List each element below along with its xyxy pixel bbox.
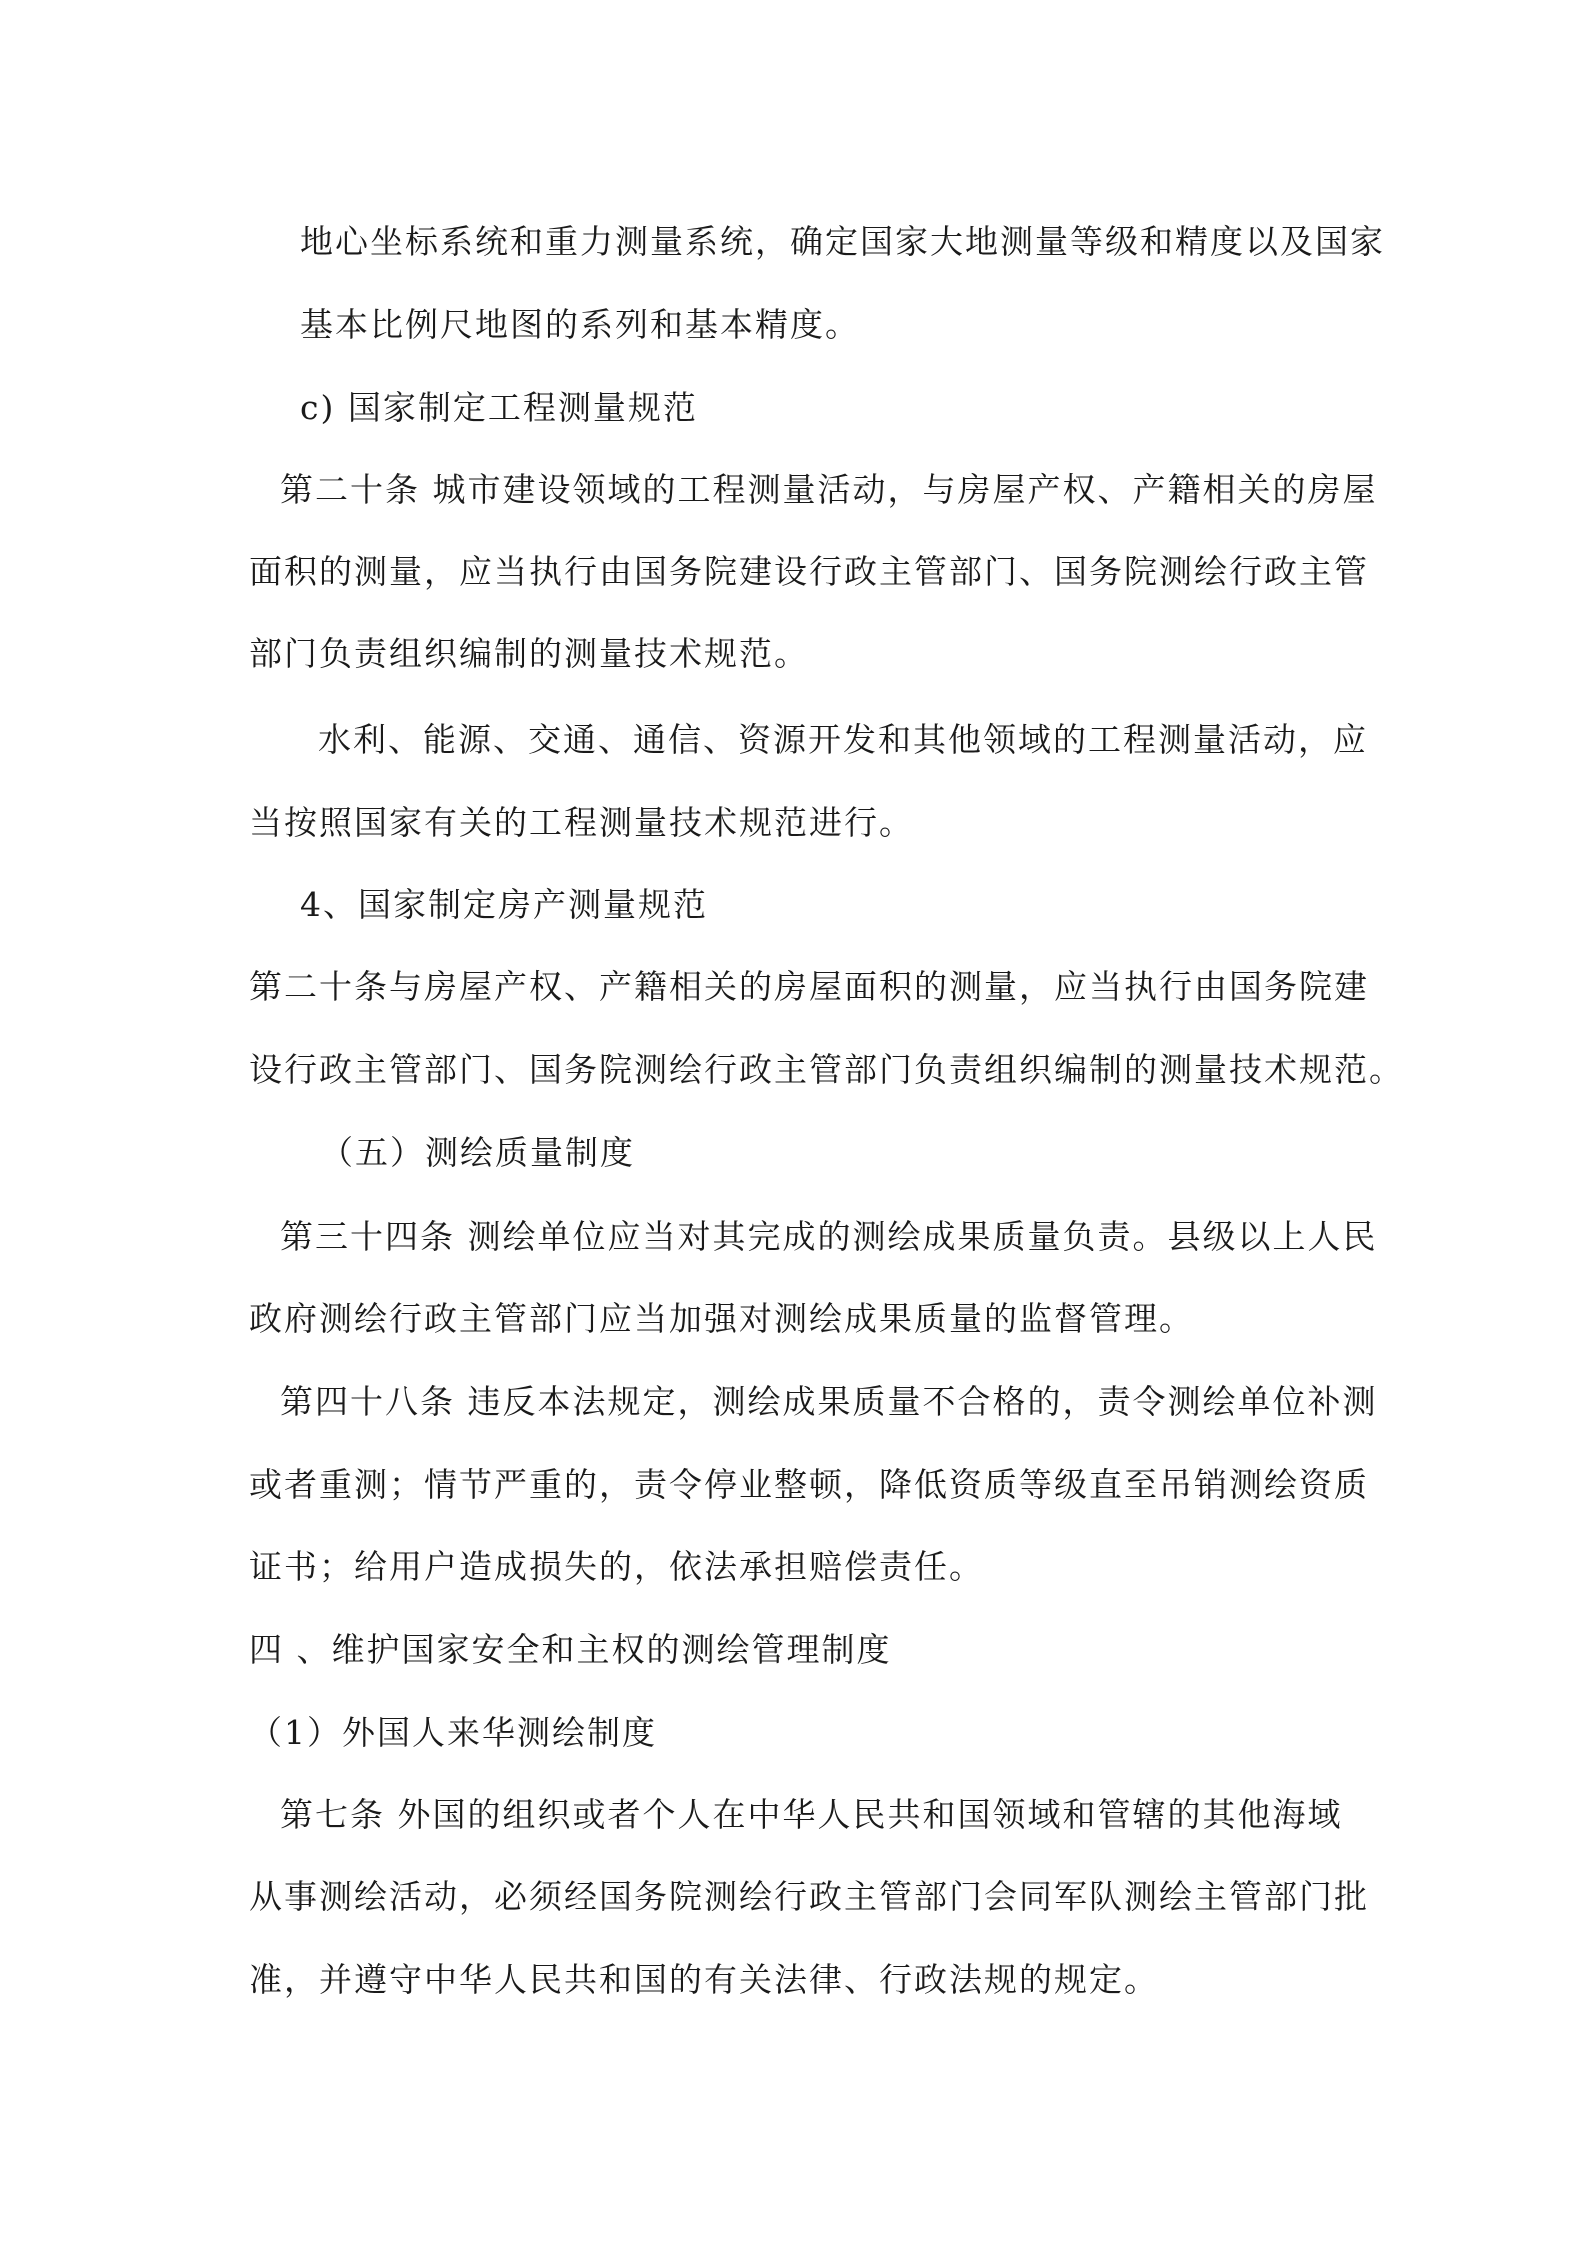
text-line: 从事测绘活动，必须经国务院测绘行政主管部门会同军队测绘主管部门批 (249, 1877, 1369, 1916)
section-heading: 四 、维护国家安全和主权的测绘管理制度 (249, 1630, 892, 1669)
text-line: 地心坐标系统和重力测量系统，确定国家大地测量等级和精度以及国家 (300, 222, 1385, 261)
text-line: 第七条 外国的组织或者个人在中华人民共和国领域和管辖的其他海域 (280, 1795, 1343, 1834)
text-line: 第三十四条 测绘单位应当对其完成的测绘成果质量负责。县级以上人民 (280, 1217, 1378, 1256)
section-heading: （1）外国人来华测绘制度 (249, 1713, 657, 1752)
text-line: 面积的测量，应当执行由国务院建设行政主管部门、国务院测绘行政主管 (249, 552, 1369, 591)
text-line: 当按照国家有关的工程测量技术规范进行。 (249, 803, 914, 842)
text-line: 准，并遵守中华人民共和国的有关法律、行政法规的规定。 (249, 1960, 1159, 1999)
section-heading: c) 国家制定工程测量规范 (300, 388, 698, 427)
text-line: 第二十条 城市建设领域的工程测量活动，与房屋产权、产籍相关的房屋 (280, 470, 1378, 509)
text-line: 第四十八条 违反本法规定，测绘成果质量不合格的，责令测绘单位补测 (280, 1382, 1378, 1421)
section-heading: （五）测绘质量制度 (320, 1133, 635, 1172)
text-line: 第二十条与房屋产权、产籍相关的房屋面积的测量，应当执行由国务院建 (249, 967, 1369, 1006)
text-line: 部门负责组织编制的测量技术规范。 (249, 634, 809, 673)
text-line: 证书；给用户造成损失的，依法承担赔偿责任。 (249, 1547, 984, 1586)
section-heading: 4、国家制定房产测量规范 (300, 885, 708, 924)
text-line: 水利、能源、交通、通信、资源开发和其他领域的工程测量活动，应 (318, 720, 1368, 759)
text-line: 基本比例尺地图的系列和基本精度。 (300, 305, 860, 344)
text-line: 政府测绘行政主管部门应当加强对测绘成果质量的监督管理。 (249, 1299, 1194, 1338)
text-line: 设行政主管部门、国务院测绘行政主管部门负责组织编制的测量技术规范。 (249, 1050, 1404, 1089)
text-line: 或者重测；情节严重的，责令停业整顿，降低资质等级直至吊销测绘资质 (249, 1465, 1369, 1504)
